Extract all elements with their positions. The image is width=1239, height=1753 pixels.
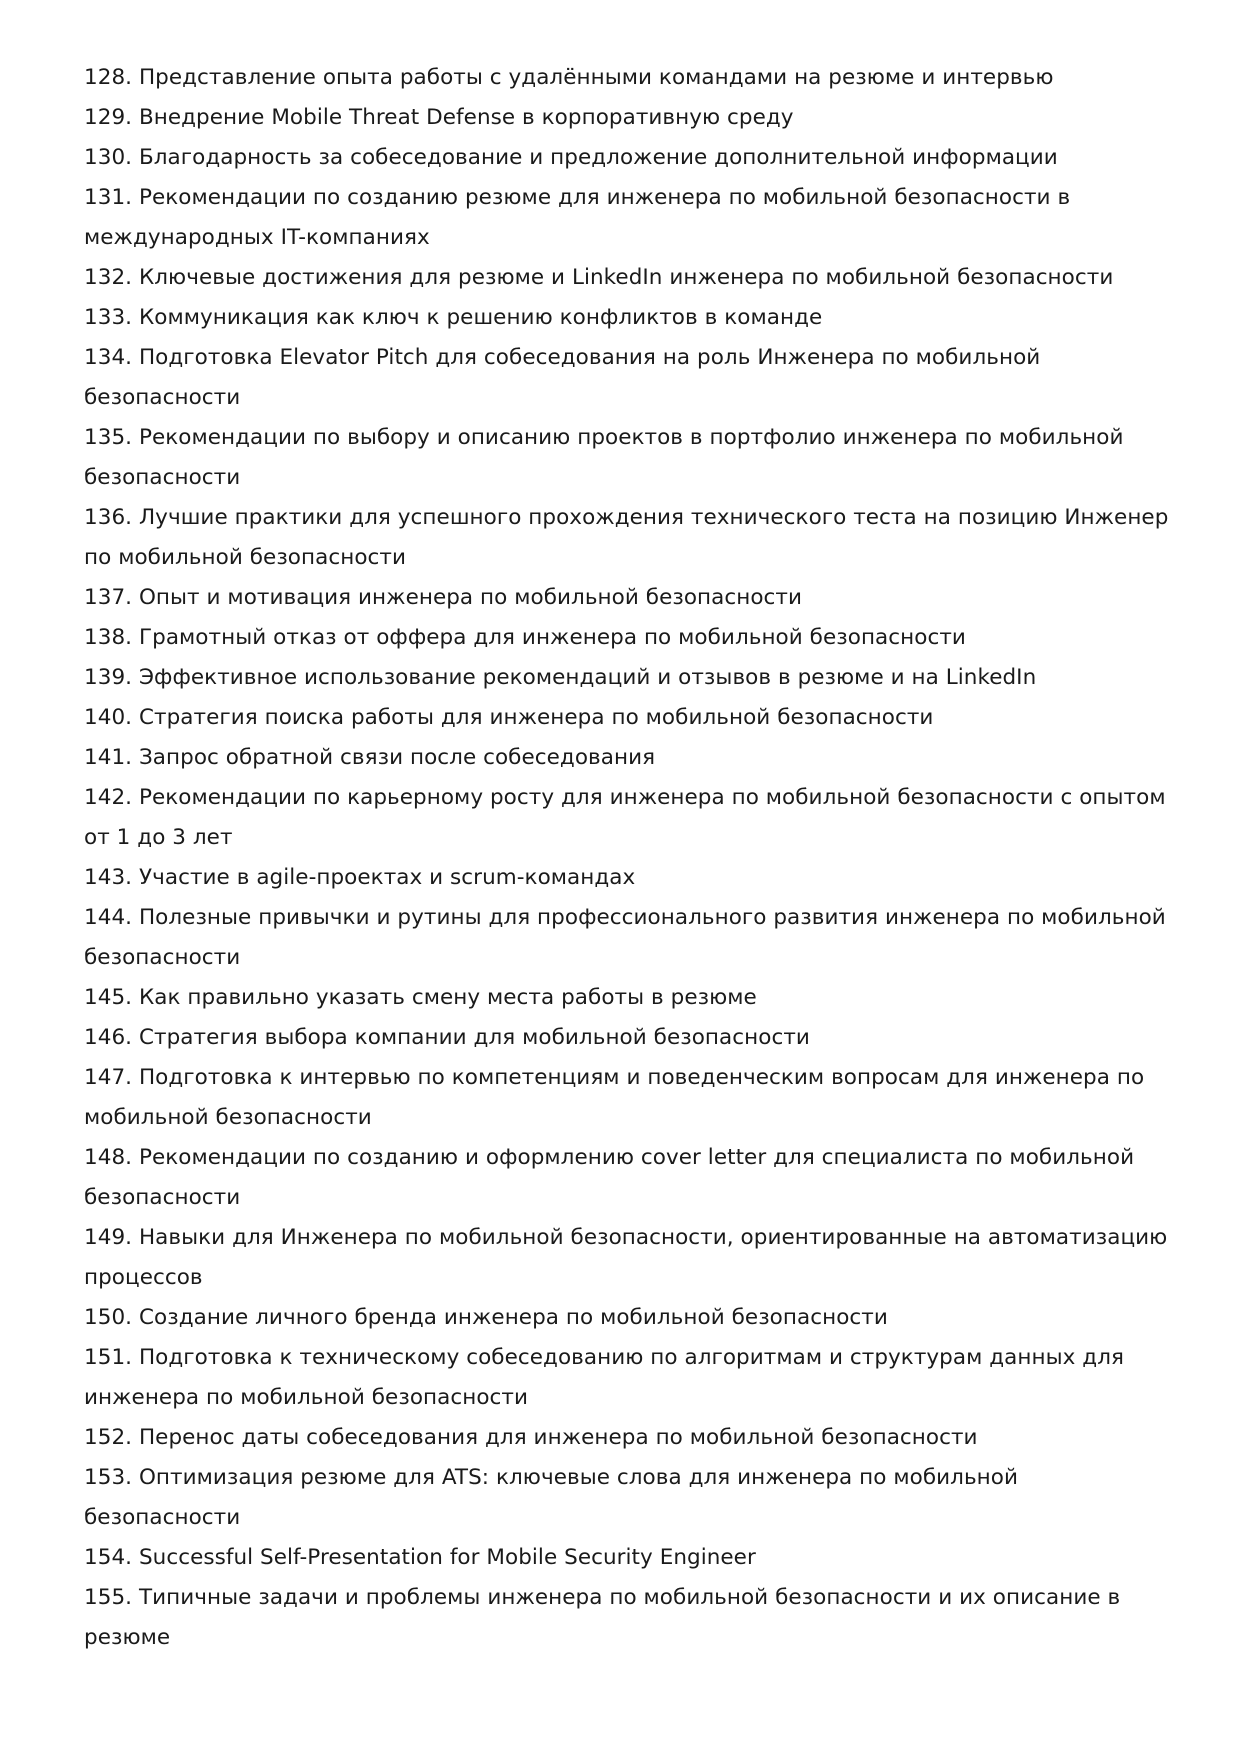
list-item: 131. Рекомендации по созданию резюме для инженера по мобильной безопасности в международных IT-компаниях [84, 185, 1071, 250]
list-item: 148. Рекомендации по созданию и оформлению cover letter для специалиста по мобильной безопасности [84, 1145, 1135, 1210]
list-item: 128. Представление опыта работы с удалёнными командами на резюме и интервью [84, 65, 1054, 90]
list-item: 140. Стратегия поиска работы для инженера по мобильной безопасности [84, 705, 934, 730]
list-item: 151. Подготовка к техническому собеседованию по алгоритмам и структурам данных для инженера по мобильной безопасности [84, 1345, 1124, 1410]
list-item: 129. Внедрение Mobile Threat Defense в корпоративную среду [84, 105, 794, 130]
list-item: 132. Ключевые достижения для резюме и LinkedIn инженера по мобильной безопасности [84, 265, 1114, 290]
list-item: 133. Коммуникация как ключ к решению конфликтов в команде [84, 305, 823, 330]
list-item: 153. Оптимизация резюме для ATS: ключевые слова для инженера по мобильной безопасности [84, 1465, 1019, 1530]
list-item: 154. Successful Self-Presentation for Mobile Security Engineer [84, 1545, 756, 1570]
list-item: 137. Опыт и мотивация инженера по мобильной безопасности [84, 585, 803, 610]
list-item: 152. Перенос даты собеседования для инженера по мобильной безопасности [84, 1425, 978, 1450]
list-item: 135. Рекомендации по выбору и описанию проектов в портфолио инженера по мобильной безопасности [84, 425, 1124, 490]
list-item: 134. Подготовка Elevator Pitch для собеседования на роль Инженера по мобильной безопасности [84, 345, 1041, 410]
list-item: 143. Участие в agile-проектах и scrum-командах [84, 865, 636, 890]
list-item: 142. Рекомендации по карьерному росту для инженера по мобильной безопасности с опытом от 1 до 3 лет [84, 785, 1166, 850]
list-item: 139. Эффективное использование рекомендаций и отзывов в резюме и на LinkedIn [84, 665, 1037, 690]
list-item: 149. Навыки для Инженера по мобильной безопасности, ориентированные на автоматизацию процессов [84, 1225, 1168, 1290]
list-item: 150. Создание личного бренда инженера по мобильной безопасности [84, 1305, 888, 1330]
list-item: 147. Подготовка к интервью по компетенциям и поведенческим вопросам для инженера по мобильной безопасности [84, 1065, 1145, 1130]
list-item: 144. Полезные привычки и рутины для профессионального развития инженера по мобильной безопасности [84, 905, 1166, 970]
list-item: 145. Как правильно указать смену места работы в резюме [84, 985, 757, 1010]
list-item: 130. Благодарность за собеседование и предложение дополнительной информации [84, 145, 1058, 170]
list-item: 141. Запрос обратной связи после собеседования [84, 745, 656, 770]
list-item: 138. Грамотный отказ от оффера для инженера по мобильной безопасности [84, 625, 966, 650]
list-item: 146. Стратегия выбора компании для мобильной безопасности [84, 1025, 810, 1050]
list-item: 136. Лучшие практики для успешного прохождения технического теста на позицию Инженер по мобильной безопасности [84, 505, 1169, 570]
list-item: 155. Типичные задачи и проблемы инженера по мобильной безопасности и их описание в резюме [84, 1585, 1121, 1650]
topic-list [84, 58, 1179, 1658]
document-page [84, 58, 1179, 1658]
